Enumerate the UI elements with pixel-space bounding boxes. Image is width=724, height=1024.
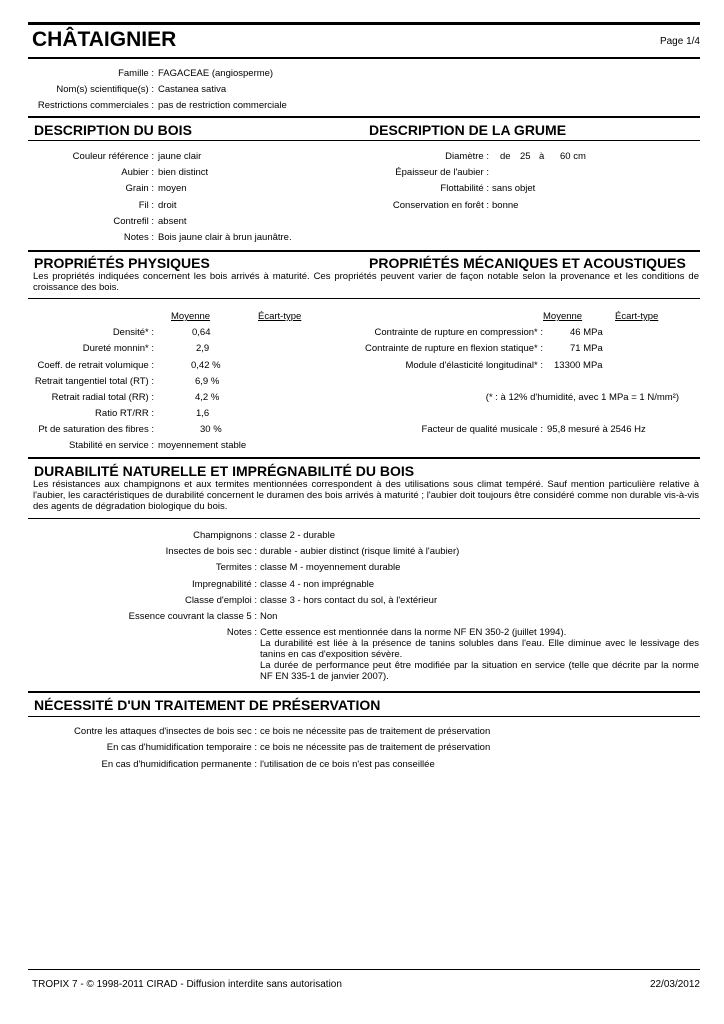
buoyancy-label: Flottabilité : [440, 183, 489, 194]
treatment-permanent-label: En cas d'humidification permanente : [101, 759, 257, 770]
compression-label: Contrainte de rupture en compression* : [374, 327, 543, 338]
scientific-name-value: Castanea sativa [158, 84, 227, 95]
diameter-label: Diamètre : [445, 151, 489, 162]
grain-value: moyen [158, 183, 187, 194]
footer-rule [28, 969, 700, 970]
fungi-label: Champignons : [193, 530, 257, 541]
durability-intro: Les résistances aux champignons et aux termites mentionnées correspondent à des utilisations sous climat tempéré. Sauf mention particulière relative à l'aubier, les caractéristiques de durabilité concernent le duramen des bois arrivés à maturité ; l'aubier doit toujours être considéré comme non durable vis-à-vis des agents de dégradation biologique du bois. [33, 479, 699, 512]
ratio-value: 1,6 [196, 408, 210, 419]
forest-conservation-value: bonne [492, 200, 519, 211]
mechanical-properties-heading: PROPRIÉTÉS MÉCANIQUES ET ACOUSTIQUES [369, 255, 686, 271]
color-label: Couleur référence : [72, 151, 154, 162]
stability-value: moyennement stable [158, 440, 247, 451]
termites-label: Termites : [215, 562, 257, 573]
contrefil-label: Contrefil : [113, 216, 154, 227]
section-subrule-treatment [28, 716, 700, 717]
mechanical-footnote: (* : à 12% d'humidité, avec 1 MPa = 1 N/mm²) [485, 392, 679, 403]
section-subrule-properties [28, 298, 700, 299]
volumetric-shrinkage-value: 0,42 % [191, 360, 221, 371]
wood-notes-value: Bois jaune clair à brun jaunâtre. [158, 232, 292, 243]
durability-note-1: Cette essence est mentionnée dans la norme NF EN 350-2 (juillet 1994). [260, 627, 567, 638]
phys-col-sd: Écart-type [258, 311, 302, 322]
treatment-insects-label: Contre les attaques d'insectes de bois sec : [74, 726, 257, 737]
page-number: Page 1/4 [659, 36, 700, 47]
radial-shrinkage-value: 4,2 % [195, 392, 220, 403]
log-description-heading: DESCRIPTION DE LA GRUME [369, 122, 567, 138]
buoyancy-value: sans objet [492, 183, 536, 194]
family-label: Famille : [118, 68, 154, 79]
hardness-value: 2,9 [196, 343, 210, 354]
use-class-value: classe 3 - hors contact du sol, à l'extérieur [260, 595, 438, 606]
bending-label: Contrainte de rupture en flexion statique* : [365, 343, 543, 354]
section-rule-properties [28, 250, 700, 252]
wood-description-heading: DESCRIPTION DU BOIS [34, 122, 192, 138]
section-subrule-durability [28, 518, 700, 519]
radial-shrinkage-label: Retrait radial total (RR) : [51, 392, 154, 403]
volumetric-shrinkage-label: Coeff. de retrait volumique : [37, 360, 154, 371]
treatment-temporary-label: En cas d'humidification temporaire : [106, 742, 257, 753]
wood-notes-label: Notes : [123, 232, 154, 243]
elasticity-value: 13300 MPa [554, 360, 603, 371]
physical-properties-heading: PROPRIÉTÉS PHYSIQUES [34, 255, 210, 271]
restrictions-value: pas de restriction commerciale [158, 100, 287, 111]
sapwood-thickness-label: Épaisseur de l'aubier : [395, 167, 489, 178]
stability-label: Stabilité en service : [68, 440, 154, 451]
music-quality-value: 95,8 mesuré à 2546 Hz [547, 424, 646, 435]
use-class-label: Classe d'emploi : [184, 595, 257, 606]
density-value: 0,64 [192, 327, 211, 338]
treatment-temporary-value: ce bois ne nécessite pas de traitement de préservation [260, 742, 491, 753]
fil-value: droit [158, 200, 177, 211]
treatment-insects-value: ce bois ne nécessite pas de traitement de préservation [260, 726, 491, 737]
mech-col-mean: Moyenne [543, 311, 583, 322]
sapwood-value: bien distinct [158, 167, 209, 178]
fiber-saturation-label: Pt de saturation des fibres : [38, 424, 154, 435]
forest-conservation-label: Conservation en forêt : [392, 200, 489, 211]
impregnability-label: Impregnabilité : [192, 579, 257, 590]
color-value: jaune clair [158, 151, 202, 162]
tangential-shrinkage-value: 6,9 % [195, 376, 220, 387]
restrictions-label: Restrictions commerciales : [37, 100, 154, 111]
section-rule-durability [28, 457, 700, 459]
fiber-saturation-value: 30 % [200, 424, 222, 435]
density-label: Densité* : [112, 327, 154, 338]
treatment-permanent-value: l'utilisation de ce bois n'est pas conseillée [260, 759, 435, 770]
footer-date: 22/03/2012 [649, 979, 700, 990]
grain-label: Grain : [125, 183, 154, 194]
title-rule [28, 57, 700, 59]
hardness-label: Dureté monnin* : [82, 343, 154, 354]
scientific-name-label: Nom(s) scientifique(s) : [56, 84, 154, 95]
class5-value: Non [260, 611, 278, 622]
phys-col-mean: Moyenne [171, 311, 211, 322]
diameter-max: 60 cm [560, 151, 586, 162]
properties-intro: Les propriétés indiquées concernent les bois arrivés à maturité. Ces propriétés peuvent varier de façon notable selon la provenance et les conditions de croissance des bois. [33, 271, 699, 293]
treatment-heading: NÉCESSITÉ D'UN TRAITEMENT DE PRÉSERVATION [34, 697, 381, 713]
fungi-value: classe 2 - durable [260, 530, 335, 541]
elasticity-label: Module d'élasticité longitudinal* : [405, 360, 543, 371]
section-rule-treatment [28, 691, 700, 693]
section-rule-description [28, 116, 700, 118]
durability-note-3: La durée de performance peut être modifiée par la situation en service (telle que décrite par la norme NF EN 335-1 de janvier 2007). [260, 660, 699, 682]
diameter-min: 25 [520, 151, 531, 162]
top-rule [28, 22, 700, 25]
dry-wood-insects-value: durable - aubier distinct (risque limité à l'aubier) [260, 546, 460, 557]
footer-copyright: TROPIX 7 - © 1998-2011 CIRAD - Diffusion interdite sans autorisation [32, 979, 342, 990]
durability-notes-label: Notes : [226, 627, 257, 638]
section-subrule-description [28, 140, 700, 141]
music-quality-label: Facteur de qualité musicale : [421, 424, 543, 435]
page-title: CHÂTAIGNIER [32, 28, 177, 51]
sapwood-label: Aubier : [121, 167, 154, 178]
impregnability-value: classe 4 - non imprégnable [260, 579, 375, 590]
dry-wood-insects-label: Insectes de bois sec : [165, 546, 257, 557]
fil-label: Fil : [138, 200, 154, 211]
bending-value: 71 MPa [570, 343, 603, 354]
family-value: FAGACEAE (angiosperme) [158, 68, 274, 79]
durability-heading: DURABILITÉ NATURELLE ET IMPRÉGNABILITÉ DU BOIS [34, 463, 415, 479]
class5-label: Essence couvrant la classe 5 : [128, 611, 257, 622]
tangential-shrinkage-label: Retrait tangentiel total (RT) : [34, 376, 154, 387]
ratio-label: Ratio RT/RR : [95, 408, 154, 419]
compression-value: 46 MPa [570, 327, 603, 338]
diameter-de: de [500, 151, 511, 162]
durability-note-2: La durabilité est liée à la présence de tanins solubles dans l'eau. Elle diminue avec le lessivage des tanins en cas d'exposition sévère. [260, 638, 699, 660]
termites-value: classe M - moyennement durable [260, 562, 401, 573]
contrefil-value: absent [158, 216, 187, 227]
mech-col-sd: Écart-type [615, 311, 659, 322]
diameter-a: à [539, 151, 545, 162]
